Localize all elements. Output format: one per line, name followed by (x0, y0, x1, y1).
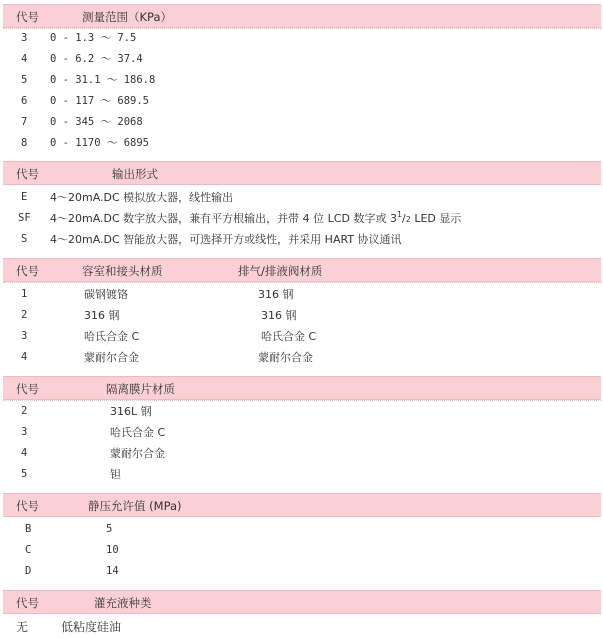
material-valve: 316 钢 (261, 309, 297, 322)
pressure-code: D (25, 565, 32, 577)
range-value: 0 - 345 ～ 2068 (50, 116, 143, 128)
pressure-value: 14 (106, 565, 119, 577)
diaphragm-code: 2 (21, 405, 28, 417)
range-code: 8 (21, 137, 28, 149)
range-code: 4 (21, 53, 28, 65)
fill-fluid: 低粘度硅油 (61, 620, 122, 634)
range-value: 0 - 6.2 ～ 37.4 (50, 53, 143, 65)
fill-header-band (3, 590, 601, 614)
material-valve: 蒙耐尔合金 (258, 351, 313, 364)
output-code: E (21, 191, 28, 203)
fill-code: 无 (16, 620, 29, 634)
range-code-header: 代号 (16, 10, 39, 24)
range-value: 0 - 1170 ～ 6895 (50, 137, 150, 149)
material-divider (3, 282, 601, 283)
range-divider (3, 28, 601, 29)
material-code: 2 (21, 309, 28, 321)
output-description: 4～20mA.DC 模拟放大器，线性输出 (50, 191, 234, 204)
fill-title-header: 灌充液种类 (94, 596, 152, 610)
diaphragm-material: 316L 钢 (110, 405, 152, 418)
output-title-header: 输出形式 (112, 167, 158, 181)
fill-code-header: 代号 (16, 596, 39, 610)
material-body-header: 容室和接头材质 (82, 264, 163, 278)
diaphragm-code-header: 代号 (16, 382, 39, 396)
pressure-title-header: 静压允许值 (MPa) (88, 499, 182, 513)
diaphragm-material: 哈氏合金 C (110, 426, 166, 439)
pressure-code: B (25, 523, 32, 535)
diaphragm-material: 钽 (110, 468, 121, 481)
range-code: 5 (21, 74, 28, 86)
material-valve-header: 排气/排液阀材质 (238, 264, 323, 278)
pressure-code-header: 代号 (16, 499, 39, 513)
output-description: 4～20mA.DC 智能放大器，可选择开方或线性，并采用 HART 协议通讯 (50, 233, 402, 246)
range-code: 6 (21, 95, 28, 107)
output-description: 4～20mA.DC 数字放大器，兼有平方根输出，并带 4 位 LCD 数字或 $3^1/2$ LED 显示 (50, 210, 462, 225)
range-title-header: 测量范围（KPa） (82, 10, 173, 24)
diaphragm-code: 3 (21, 426, 28, 438)
range-code: 3 (21, 32, 28, 44)
material-body: 哈氏合金 C (84, 330, 140, 343)
material-valve: 哈氏合金 C (261, 330, 317, 343)
range-code: 7 (21, 116, 28, 128)
material-body: 蒙耐尔合金 (84, 351, 139, 364)
material-code: 4 (21, 351, 28, 363)
material-valve: 316 钢 (258, 288, 294, 301)
material-code: 3 (21, 330, 28, 342)
pressure-value: 5 (106, 523, 113, 535)
output-code-header: 代号 (16, 167, 39, 181)
output-code: SF (18, 212, 31, 224)
output-code: S (21, 233, 28, 245)
range-value: 0 - 1.3 ～ 7.5 (50, 32, 137, 44)
material-body: 316 钢 (84, 309, 120, 322)
pressure-code: C (25, 544, 32, 556)
material-body: 碳钢镀铬 (84, 288, 128, 301)
pressure-value: 10 (106, 544, 119, 556)
material-code-header: 代号 (16, 264, 39, 278)
diaphragm-code: 4 (21, 447, 28, 459)
diaphragm-title-header: 隔离膜片材质 (106, 382, 175, 396)
diaphragm-code: 5 (21, 468, 28, 480)
material-code: 1 (21, 288, 28, 300)
diaphragm-divider (3, 400, 601, 401)
diaphragm-material: 蒙耐尔合金 (110, 447, 165, 460)
diaphragm-header-band (3, 376, 601, 400)
range-value: 0 - 31.1 ～ 186.8 (50, 74, 156, 86)
output-header-band (3, 161, 601, 185)
range-value: 0 - 117 ～ 689.5 (50, 95, 150, 107)
